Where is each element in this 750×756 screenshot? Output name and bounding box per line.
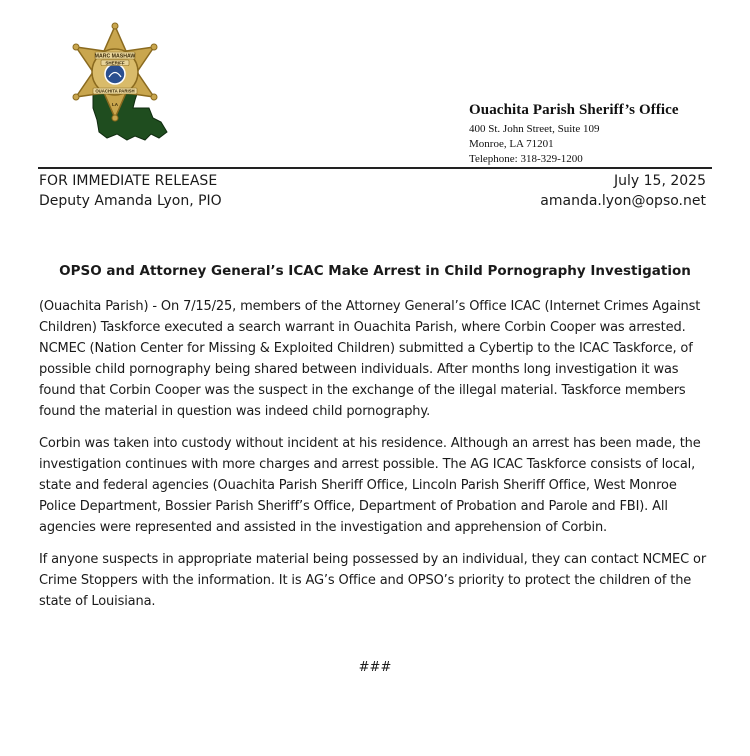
release-label: FOR IMMEDIATE RELEASE (39, 173, 218, 189)
badge-text-state: LA (112, 102, 118, 107)
body-paragraph: Corbin was taken into custody without incident at his residence. Although an arrest has been made, the investigation continues with more charges and arrest possible. The AG ICAC Taskforce consists of local, state and federal agencies (Ouachita Parish Sheriff Office, Lincoln Parish Sheriff Office, West Monroe Police Department, Bossier Parish Sheriff’s Office, Department of Probation and Parole and FBI). All agencies were represented and assisted in the investigation and apprehension of Corbin. (39, 436, 701, 535)
office-telephone: Telephone: 318-329-1200 (469, 153, 583, 165)
state-seal (105, 64, 125, 84)
badge-text-parish: OUACHITA PARISH (95, 88, 135, 94)
badge-text-sheriff: SHERIFF (105, 60, 125, 66)
press-release-body (39, 296, 715, 623)
office-name: Ouachita Parish Sheriff’s Office (469, 102, 679, 118)
release-meta-right (540, 171, 706, 211)
release-meta-left (39, 171, 222, 211)
end-mark: ### (358, 660, 392, 675)
office-letterhead (469, 102, 729, 167)
press-release-headline: OPSO and Attorney General’s ICAC Make Arrest in Child Pornography Investigation (59, 263, 691, 279)
release-date: July 15, 2025 (614, 173, 706, 189)
contact-email: amanda.lyon@opso.net (540, 193, 706, 209)
body-paragraph: If anyone suspects in appropriate material being possessed by an individual, they can contact NCMEC or Crime Stoppers with the information. It is AG’s Office and OPSO’s priority to protect the children of the state of Louisiana. (39, 552, 707, 609)
badge-text-top: MARC MASHAW (94, 53, 136, 60)
office-address-line1: 400 St. John Street, Suite 109 (469, 123, 600, 135)
header-divider (38, 167, 712, 169)
office-address-line2: Monroe, LA 71201 (469, 138, 554, 150)
contact-name: Deputy Amanda Lyon, PIO (39, 193, 222, 209)
sheriff-badge-logo (55, 22, 175, 147)
body-paragraph: (Ouachita Parish) - On 7/15/25, members of the Attorney General’s Office ICAC (Internet Crimes Against Children) Taskforce executed a search warrant in Ouachita Parish, where Corbin Cooper was arrested. NCMEC (Nation Center for Missing & Exploited Children) submitted a Cybertip to the ICAC Taskforce, of possible child pornography being shared between individuals. After months long investigation it was found that Corbin Cooper was the suspect in the exchange of the illegal material. Taskforce members found the material in question was indeed child pornography. (39, 299, 701, 419)
